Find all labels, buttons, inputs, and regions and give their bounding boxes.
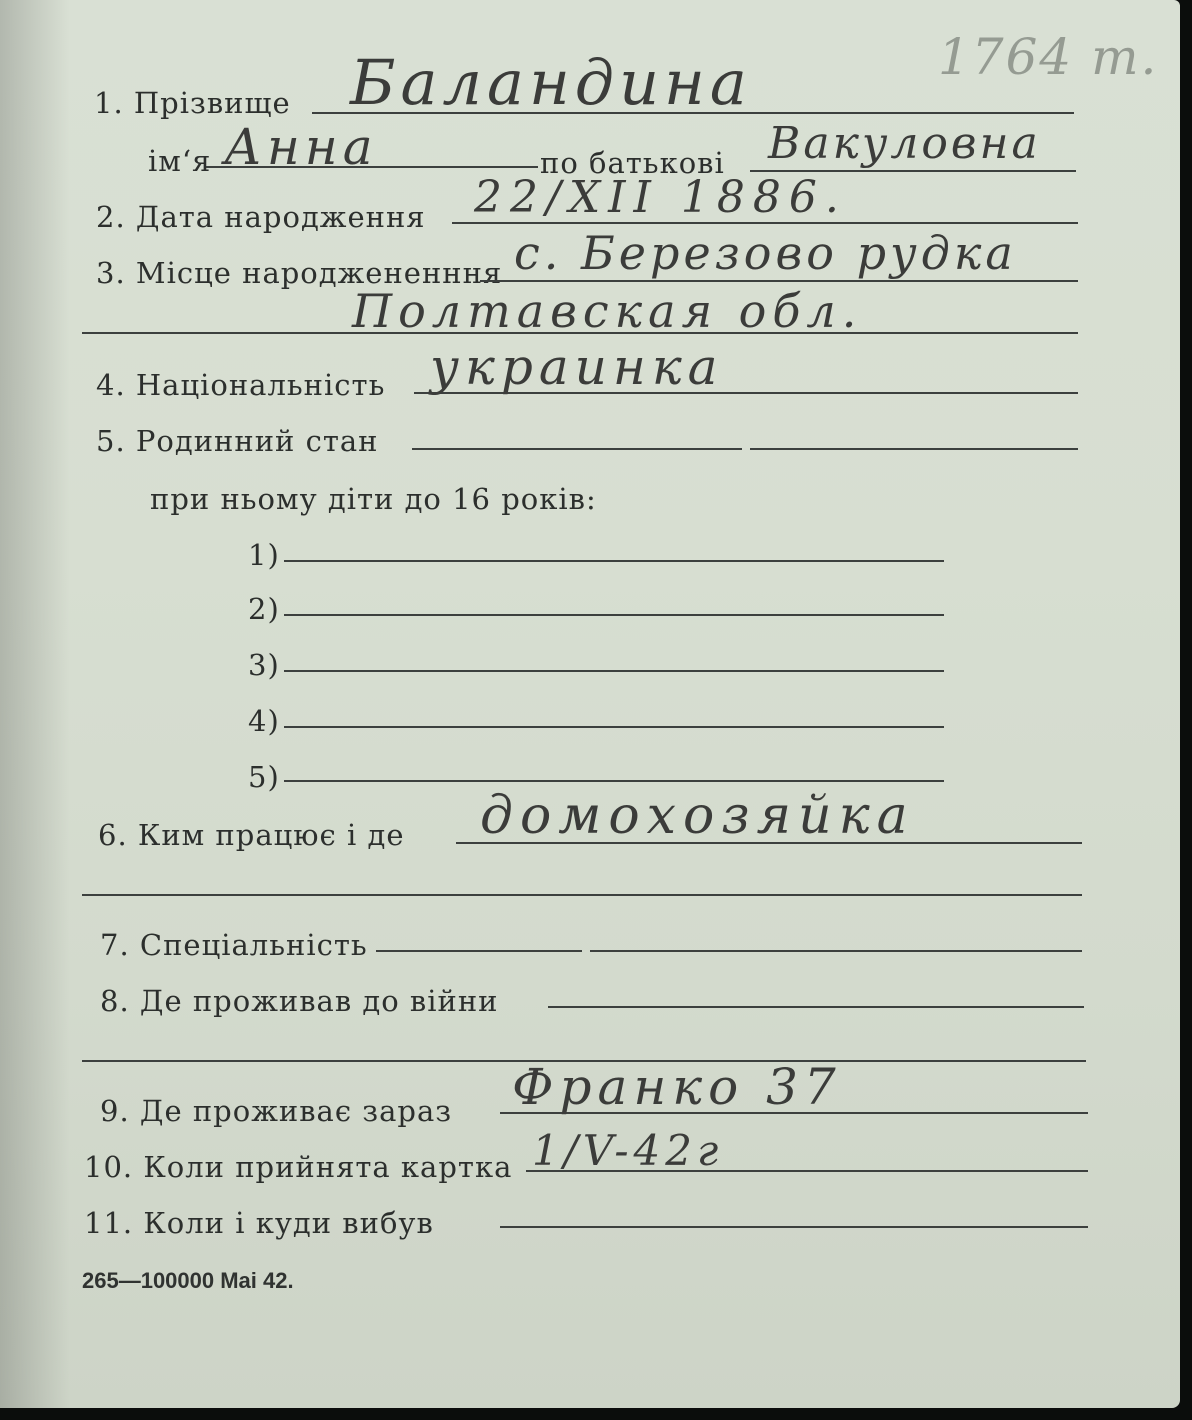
- birthplace-value-2: Полтавская обл.: [352, 284, 863, 338]
- corner-handwritten-number: 1764 m.: [938, 28, 1159, 86]
- marital-status-label: 5. Родинний стан: [96, 424, 379, 458]
- child-2-label: 2): [248, 592, 280, 626]
- child-1-line: [284, 560, 944, 562]
- child-5-label: 5): [248, 760, 280, 794]
- marital-status-line-1: [412, 448, 742, 450]
- name-label: ім‘я: [148, 144, 212, 178]
- birthplace-line-1: [480, 280, 1078, 282]
- specialty-label: 7. Спеціальність: [100, 928, 368, 962]
- child-1-label: 1): [248, 538, 280, 572]
- surname-value: Баландина: [350, 46, 752, 119]
- surname-label: 1. Прізвище: [94, 86, 291, 120]
- patronymic-label: по батькові: [540, 146, 725, 180]
- current-residence-value: Франко 37: [512, 1058, 842, 1116]
- card-edge-shadow: [0, 0, 70, 1408]
- birthdate-label: 2. Дата народження: [96, 200, 426, 234]
- child-3-line: [284, 670, 944, 672]
- marital-status-line-2: [750, 448, 1078, 450]
- birthdate-value: 22/XII 1886.: [474, 172, 847, 223]
- departure-label: 11. Коли і куди вибув: [84, 1206, 434, 1240]
- specialty-line-1: [376, 950, 582, 952]
- prewar-residence-label: 8. Де проживав до війни: [100, 984, 499, 1018]
- child-4-label: 4): [248, 704, 280, 738]
- birthplace-value-1: с. Березово рудка: [514, 226, 1017, 280]
- occupation-value: домохозяйка: [480, 786, 915, 846]
- occupation-line-2: [82, 894, 1082, 896]
- occupation-label: 6. Ким працює і де: [98, 818, 405, 852]
- birthplace-label: 3. Місце народжененння: [96, 256, 503, 290]
- card-accepted-value: 1/V-42г: [532, 1126, 724, 1175]
- nationality-value: украинка: [430, 338, 724, 396]
- patronymic-value: Вакуловна: [768, 118, 1041, 169]
- child-5-line: [284, 780, 944, 782]
- card-accepted-label: 10. Коли прийнята картка: [84, 1150, 513, 1184]
- current-residence-label: 9. Де проживає зараз: [100, 1094, 453, 1128]
- nationality-label: 4. Національність: [96, 368, 386, 402]
- child-2-line: [284, 614, 944, 616]
- child-4-line: [284, 726, 944, 728]
- name-value: Анна: [224, 118, 378, 176]
- children-label: при ньому діти до 16 років:: [150, 482, 597, 516]
- print-code: 265—100000 Mai 42.: [82, 1268, 294, 1293]
- child-3-label: 3): [248, 648, 280, 682]
- departure-line: [500, 1226, 1088, 1228]
- prewar-residence-line-1: [548, 1006, 1084, 1008]
- specialty-line-2: [590, 950, 1082, 952]
